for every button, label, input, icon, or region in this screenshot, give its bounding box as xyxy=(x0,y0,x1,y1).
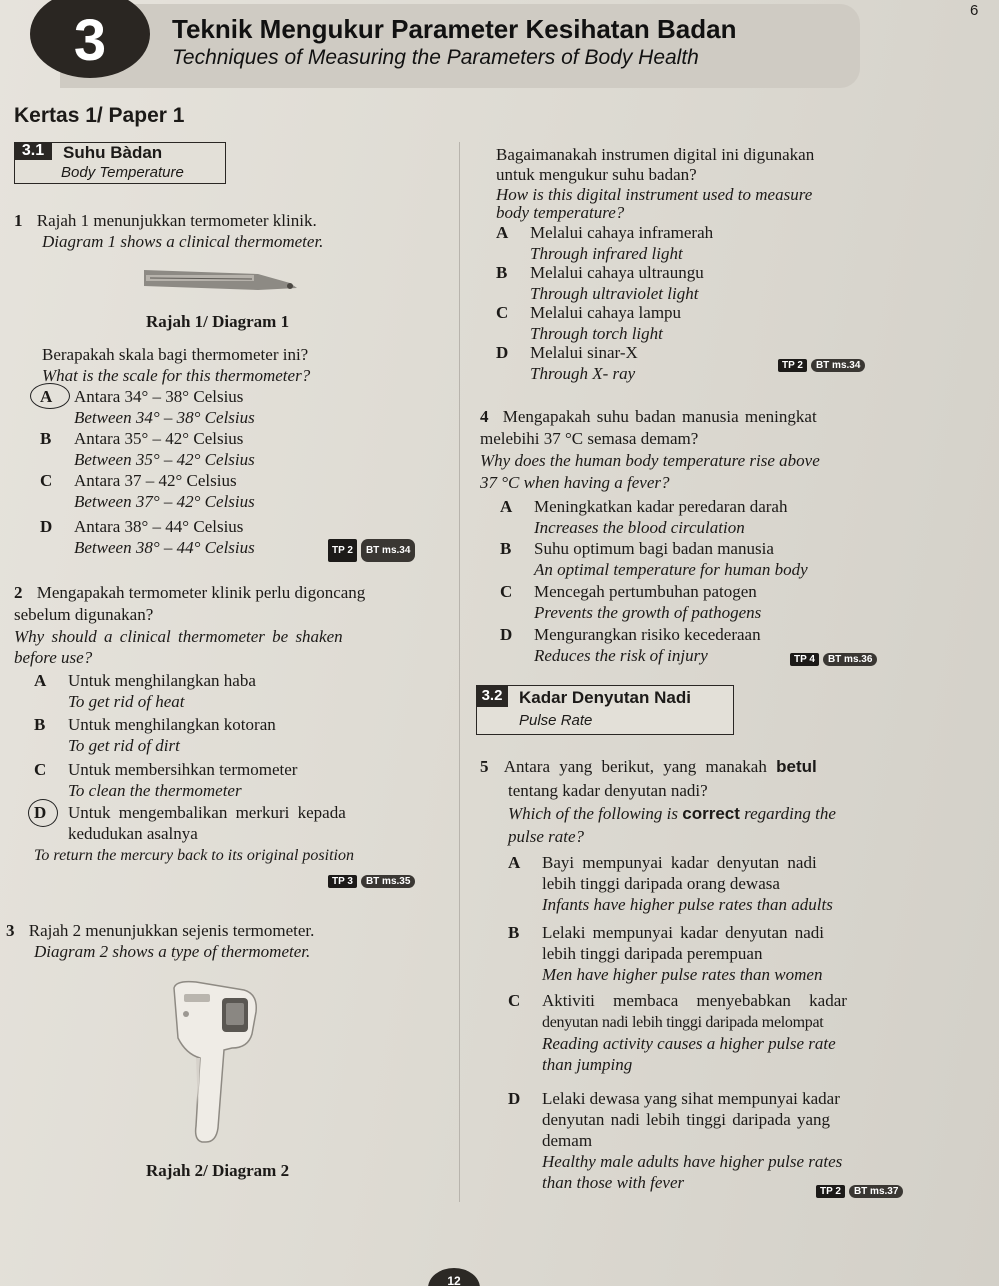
q4-stem-en-1: Why does the human body temperature rise above xyxy=(480,451,820,470)
section-number: 3.2 xyxy=(476,685,508,707)
chapter-title-en: Techniques of Measuring the Parameters of Body Health xyxy=(172,46,699,69)
section-title-en: Body Temperature xyxy=(61,164,184,181)
q3-ask-ms-1: Bagaimanakah instrumen digital ini digunakan xyxy=(496,145,815,164)
q1-caption: Rajah 1/ Diagram 1 xyxy=(146,312,290,331)
q5-option-c[interactable]: C Aktiviti membaca menyebabkan kadar denyutan nadi lebih tinggi daripada melompat Reading activity causes a higher pulse rate than jumping xyxy=(508,991,847,1074)
section-3-2-box xyxy=(476,685,734,735)
page-number: 6 xyxy=(970,2,979,19)
q2-stem-en-1: Why should a clinical thermometer be shaken xyxy=(14,627,343,646)
bt-badge: BT ms.37 xyxy=(849,1185,903,1198)
q3-ask-en-1: How is this digital instrument used to measure xyxy=(496,185,813,204)
q2-badges xyxy=(328,872,415,890)
column-divider xyxy=(459,142,460,1202)
q1-stem-en: Diagram 1 shows a clinical thermometer. xyxy=(42,232,324,251)
section-title-en: Pulse Rate xyxy=(519,712,593,729)
q3-option-c[interactable]: C Melalui cahaya lampu Through torch light xyxy=(496,303,682,343)
q5-badges xyxy=(816,1182,903,1200)
q1-ask-en: What is the scale for this thermometer? xyxy=(42,366,311,385)
q2-option-c[interactable]: C Untuk membersihkan termometer To clean the thermometer xyxy=(34,760,298,800)
section-3-1-box xyxy=(14,142,226,184)
q3-ask-en-2: body temperature? xyxy=(496,203,625,222)
q2-option-b[interactable]: B Untuk menghilangkan kotoran To get rid of dirt xyxy=(34,715,276,755)
question-number: 1 xyxy=(14,211,23,230)
chapter-number: 3 xyxy=(73,8,107,73)
q3-badges xyxy=(778,356,865,374)
q1-ask-ms: Berapakah skala bagi thermometer ini? xyxy=(42,345,309,364)
section-number: 3.1 xyxy=(14,142,52,160)
q4-option-d[interactable]: D Mengurangkan risiko kecederaan Reduces the risk of injury xyxy=(500,625,761,665)
section-title-ms: Suhu Bàdan xyxy=(63,143,163,162)
bt-badge: BT ms.34 xyxy=(361,539,415,562)
tp-badge: TP 2 xyxy=(328,539,357,562)
question-5: 5 Antara yang berikut, yang manakah betul xyxy=(480,757,817,776)
q1-option-d[interactable]: D Antara 38° – 44° Celsius Between 38° – 44° Celsius TP 2 BT ms.34 xyxy=(40,516,460,558)
question-number: 5 xyxy=(480,757,489,776)
infrared-thermometer-image xyxy=(166,978,266,1148)
footer-page-number: 12 xyxy=(447,1274,461,1286)
section-title-ms: Kadar Denyutan Nadi xyxy=(519,688,691,707)
q2-stem-en-2: before use? xyxy=(14,648,93,667)
q1-option-c[interactable]: C Antara 37 – 42° Celsius Between 37° – 42° Celsius xyxy=(40,471,255,511)
tp-badge: TP 3 xyxy=(328,875,357,888)
paper-label: Kertas 1/ Paper 1 xyxy=(14,104,185,127)
q1-option-a[interactable]: A Antara 34° – 38° Celsius Between 34° – 38° Celsius xyxy=(40,387,255,427)
q5-option-d[interactable]: D Lelaki dewasa yang sihat mempunyai kadar denyutan nadi lebih tinggi daripada yang demam Healthy male adults have higher pulse rates than those with fever xyxy=(508,1089,843,1192)
tp-badge: TP 2 xyxy=(816,1185,845,1198)
q4-option-a[interactable]: A Meningkatkan kadar peredaran darah Increases the blood circulation xyxy=(500,497,788,537)
stem-ms: Mengapakah suhu badan manusia meningkat xyxy=(502,407,817,426)
chapter-title-ms: Teknik Mengukur Parameter Kesihatan Badan xyxy=(172,14,737,44)
q3-caption: Rajah 2/ Diagram 2 xyxy=(146,1161,290,1180)
q3-ask-ms-2: untuk mengukur suhu badan? xyxy=(496,165,697,184)
q4-option-b[interactable]: B Suhu optimum bagi badan manusia An optimal temperature for human body xyxy=(500,539,808,579)
question-3 xyxy=(6,920,446,941)
stem-ms: Rajah 2 menunjukkan sejenis termometer. xyxy=(28,921,315,940)
bt-badge: BT ms.34 xyxy=(811,359,865,372)
q4-stem-ms-2: melebihi 37 °C semasa demam? xyxy=(480,429,699,448)
q2-option-a[interactable]: A Untuk menghilangkan haba To get rid of heat xyxy=(34,671,256,711)
question-number: 2 xyxy=(14,583,23,602)
q3-option-d[interactable]: D Melalui sinar-X Through X- ray xyxy=(496,343,638,383)
question-number: 3 xyxy=(6,921,15,940)
q4-badges xyxy=(790,650,877,668)
q2-stem-ms-2: sebelum digunakan? xyxy=(14,605,154,624)
q5-stem-ms-2: tentang kadar denyutan nadi? xyxy=(508,781,708,800)
stem-ms: Rajah 1 menunjukkan termometer klinik. xyxy=(36,211,317,230)
q3-stem-en: Diagram 2 shows a type of thermometer. xyxy=(34,942,311,961)
bt-badge: BT ms.35 xyxy=(361,875,415,888)
question-1 xyxy=(14,210,444,231)
q3-option-b[interactable]: B Melalui cahaya ultraungu Through ultraviolet light xyxy=(496,263,704,303)
tp-badge: TP 2 xyxy=(778,359,807,372)
q5-option-a[interactable]: A Bayi mempunyai kadar denyutan nadi lebih tinggi daripada orang dewasa Infants have higher pulse rates than adults xyxy=(508,853,833,914)
question-2 xyxy=(14,582,444,603)
tp-badge: TP 4 xyxy=(790,653,819,666)
question-4 xyxy=(480,406,980,427)
q2-option-d[interactable]: D Untuk mengembalikan merkuri kepada kedudukan asalnya To return the mercury back to its original position xyxy=(34,803,354,864)
question-number: 4 xyxy=(480,407,489,426)
q3-option-a[interactable]: A Melalui cahaya inframerah Through infrared light xyxy=(496,223,714,263)
q4-stem-en-2: 37 °C when having a fever? xyxy=(480,473,670,492)
q5-stem-en-1: Which of the following is correct regarding the xyxy=(508,804,836,823)
clinical-thermometer-image xyxy=(140,266,300,292)
stem-ms: Mengapakah termometer klinik perlu digoncang xyxy=(36,583,366,602)
q1-option-b[interactable]: B Antara 35° – 42° Celsius Between 35° – 42° Celsius xyxy=(40,429,255,469)
q5-stem-en-2: pulse rate? xyxy=(508,827,585,846)
bt-badge: BT ms.36 xyxy=(823,653,877,666)
q4-option-c[interactable]: C Mencegah pertumbuhan patogen Prevents the growth of pathogens xyxy=(500,582,762,622)
q5-option-b[interactable]: B Lelaki mempunyai kadar denyutan nadi lebih tinggi daripada perempuan Men have higher pulse rates than women xyxy=(508,923,825,984)
